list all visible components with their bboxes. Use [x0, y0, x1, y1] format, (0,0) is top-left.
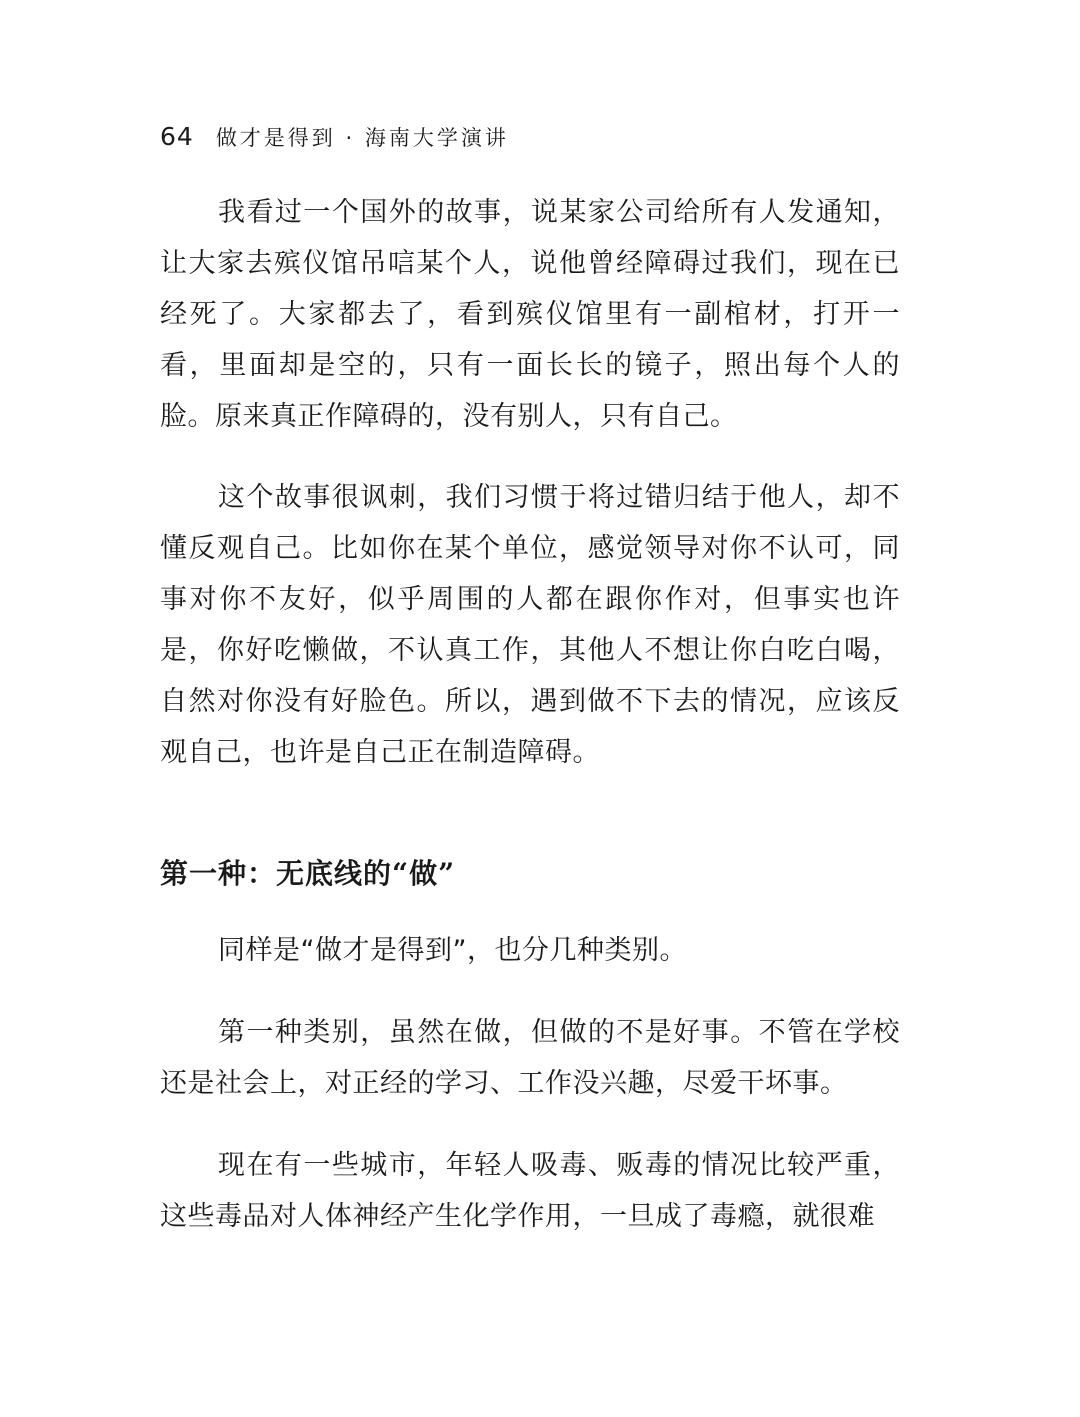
paragraph-drug-problem: 现在有一些城市，年轻人吸毒、贩毒的情况比较严重，这些毒品对人体神经产生化学作用，一旦成了毒瘾，就很难 — [160, 1150, 900, 1232]
paragraph-first-category: 第一种类别，虽然在做，但做的不是好事。不管在学校还是社会上，对正经的学习、工作没兴趣，尽爱干坏事。 — [160, 1017, 900, 1099]
paragraph-story-reflection: 这个故事很讽刺，我们习惯于将过错归结于他人，却不懂反观自己。比如你在某个单位，感觉领导对你不认可，同事对你不友好，似乎周围的人都在跟你作对，但事实也许是，你好吃懒做，不认真工作，其他人不想让你白吃白喝，自然对你没有好脸色。所以，遇到做不下去的情况，应该反观自己，也许是自己正在制造障碍。 — [160, 482, 900, 768]
paragraph-mirror-story: 我看过一个国外的故事，说某家公司给所有人发通知，让大家去殡仪馆吊唁某个人，说他曾经障碍过我们，现在已经死了。大家都去了，看到殡仪馆里有一副棺材，打开一看，里面却是空的，只有一面长长的镜子，照出每个人的脸。原来真正作障碍的，没有别人，只有自己。 — [160, 197, 900, 432]
body-text — [160, 187, 900, 1242]
running-header — [160, 122, 509, 152]
page-number: 64 — [160, 122, 194, 151]
paragraph-categories-intro: 同样是“做才是得到”，也分几种类别。 — [218, 935, 687, 966]
book-title: 做才是得到 · 海南大学演讲 — [215, 126, 509, 150]
section-heading: 第一种：无底线的“做” — [160, 857, 456, 890]
